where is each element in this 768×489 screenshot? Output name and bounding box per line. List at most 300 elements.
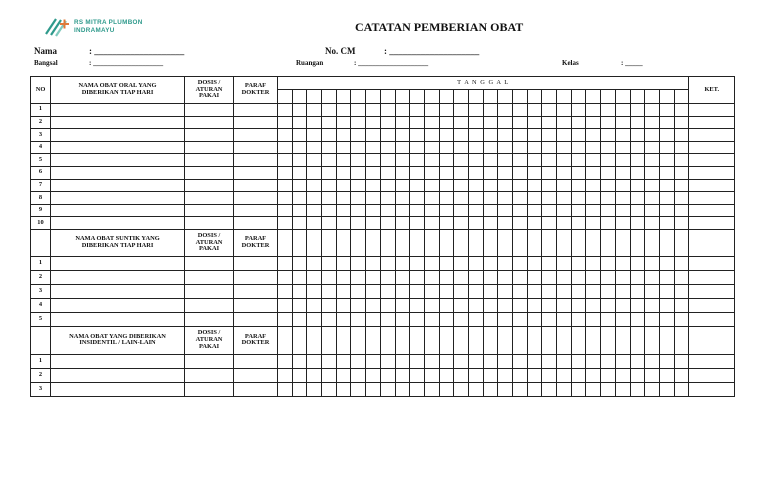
date-cell[interactable] xyxy=(615,298,630,312)
date-cell[interactable] xyxy=(513,104,528,117)
ket-cell[interactable] xyxy=(689,154,735,167)
date-cell[interactable] xyxy=(674,116,689,129)
date-cell[interactable] xyxy=(513,141,528,154)
date-cell[interactable] xyxy=(439,192,454,205)
date-cell[interactable] xyxy=(410,204,425,217)
date-cell[interactable] xyxy=(351,141,366,154)
date-cell[interactable] xyxy=(439,104,454,117)
date-cell[interactable] xyxy=(542,326,557,354)
date-cell[interactable] xyxy=(322,90,337,104)
date-cell[interactable] xyxy=(659,270,674,284)
ket-cell[interactable] xyxy=(689,104,735,117)
date-cell[interactable] xyxy=(292,166,307,179)
date-cell[interactable] xyxy=(645,326,660,354)
date-cell[interactable] xyxy=(278,256,293,270)
date-cell[interactable] xyxy=(278,116,293,129)
date-cell[interactable] xyxy=(601,326,616,354)
drug-name-cell[interactable] xyxy=(51,141,185,154)
date-cell[interactable] xyxy=(468,284,483,298)
ket-cell[interactable] xyxy=(689,204,735,217)
drug-name-cell[interactable] xyxy=(51,270,185,284)
date-cell[interactable] xyxy=(557,284,572,298)
date-cell[interactable] xyxy=(336,312,351,326)
date-cell[interactable] xyxy=(498,129,513,142)
date-cell[interactable] xyxy=(601,104,616,117)
date-cell[interactable] xyxy=(586,382,601,396)
date-cell[interactable] xyxy=(468,368,483,382)
paraf-cell[interactable] xyxy=(234,166,278,179)
date-cell[interactable] xyxy=(659,154,674,167)
date-cell[interactable] xyxy=(278,192,293,205)
date-cell[interactable] xyxy=(424,368,439,382)
date-cell[interactable] xyxy=(513,179,528,192)
date-cell[interactable] xyxy=(659,368,674,382)
date-cell[interactable] xyxy=(513,312,528,326)
date-cell[interactable] xyxy=(571,382,586,396)
date-cell[interactable] xyxy=(483,229,498,256)
date-cell[interactable] xyxy=(586,204,601,217)
date-cell[interactable] xyxy=(439,166,454,179)
date-cell[interactable] xyxy=(307,116,322,129)
date-cell[interactable] xyxy=(366,229,381,256)
date-cell[interactable] xyxy=(674,192,689,205)
date-cell[interactable] xyxy=(395,166,410,179)
drug-name-cell[interactable] xyxy=(51,368,185,382)
date-cell[interactable] xyxy=(586,217,601,230)
date-cell[interactable] xyxy=(571,270,586,284)
date-cell[interactable] xyxy=(336,129,351,142)
date-cell[interactable] xyxy=(542,154,557,167)
date-cell[interactable] xyxy=(513,166,528,179)
date-cell[interactable] xyxy=(307,229,322,256)
date-cell[interactable] xyxy=(527,256,542,270)
date-cell[interactable] xyxy=(586,192,601,205)
date-cell[interactable] xyxy=(527,116,542,129)
dosis-cell[interactable] xyxy=(185,129,234,142)
date-cell[interactable] xyxy=(601,116,616,129)
date-cell[interactable] xyxy=(439,179,454,192)
date-cell[interactable] xyxy=(395,229,410,256)
date-cell[interactable] xyxy=(454,229,469,256)
date-cell[interactable] xyxy=(586,154,601,167)
date-cell[interactable] xyxy=(424,141,439,154)
date-cell[interactable] xyxy=(498,368,513,382)
date-cell[interactable] xyxy=(292,326,307,354)
date-cell[interactable] xyxy=(424,179,439,192)
date-cell[interactable] xyxy=(292,256,307,270)
date-cell[interactable] xyxy=(410,179,425,192)
date-cell[interactable] xyxy=(645,192,660,205)
dosis-cell[interactable] xyxy=(185,154,234,167)
date-cell[interactable] xyxy=(615,312,630,326)
date-cell[interactable] xyxy=(307,166,322,179)
date-cell[interactable] xyxy=(292,104,307,117)
date-cell[interactable] xyxy=(322,326,337,354)
date-cell[interactable] xyxy=(468,256,483,270)
date-cell[interactable] xyxy=(307,354,322,368)
date-cell[interactable] xyxy=(659,382,674,396)
dosis-cell[interactable] xyxy=(185,382,234,396)
drug-name-cell[interactable] xyxy=(51,104,185,117)
date-cell[interactable] xyxy=(483,354,498,368)
date-cell[interactable] xyxy=(439,141,454,154)
date-cell[interactable] xyxy=(322,179,337,192)
dosis-cell[interactable] xyxy=(185,298,234,312)
date-cell[interactable] xyxy=(557,141,572,154)
date-cell[interactable] xyxy=(645,382,660,396)
date-cell[interactable] xyxy=(380,368,395,382)
date-cell[interactable] xyxy=(557,166,572,179)
date-cell[interactable] xyxy=(439,326,454,354)
date-cell[interactable] xyxy=(322,154,337,167)
date-cell[interactable] xyxy=(513,204,528,217)
drug-name-cell[interactable] xyxy=(51,382,185,396)
date-cell[interactable] xyxy=(571,204,586,217)
date-cell[interactable] xyxy=(439,256,454,270)
date-cell[interactable] xyxy=(322,104,337,117)
no-cm-field[interactable]: : ____________________ xyxy=(384,46,480,56)
date-cell[interactable] xyxy=(292,284,307,298)
date-cell[interactable] xyxy=(292,129,307,142)
date-cell[interactable] xyxy=(366,90,381,104)
drug-name-cell[interactable] xyxy=(51,354,185,368)
date-cell[interactable] xyxy=(674,129,689,142)
date-cell[interactable] xyxy=(571,298,586,312)
date-cell[interactable] xyxy=(366,256,381,270)
date-cell[interactable] xyxy=(468,382,483,396)
dosis-cell[interactable] xyxy=(185,312,234,326)
date-cell[interactable] xyxy=(498,382,513,396)
date-cell[interactable] xyxy=(557,229,572,256)
date-cell[interactable] xyxy=(307,129,322,142)
date-cell[interactable] xyxy=(630,116,645,129)
date-cell[interactable] xyxy=(498,90,513,104)
date-cell[interactable] xyxy=(571,368,586,382)
date-cell[interactable] xyxy=(366,312,381,326)
date-cell[interactable] xyxy=(351,354,366,368)
date-cell[interactable] xyxy=(498,192,513,205)
date-cell[interactable] xyxy=(278,354,293,368)
date-cell[interactable] xyxy=(454,270,469,284)
date-cell[interactable] xyxy=(366,154,381,167)
date-cell[interactable] xyxy=(278,270,293,284)
date-cell[interactable] xyxy=(527,166,542,179)
date-cell[interactable] xyxy=(674,270,689,284)
date-cell[interactable] xyxy=(557,192,572,205)
date-cell[interactable] xyxy=(410,256,425,270)
date-cell[interactable] xyxy=(336,368,351,382)
date-cell[interactable] xyxy=(395,179,410,192)
date-cell[interactable] xyxy=(630,354,645,368)
date-cell[interactable] xyxy=(527,326,542,354)
date-cell[interactable] xyxy=(498,217,513,230)
date-cell[interactable] xyxy=(542,141,557,154)
ket-cell[interactable] xyxy=(689,354,735,368)
date-cell[interactable] xyxy=(615,179,630,192)
date-cell[interactable] xyxy=(527,298,542,312)
date-cell[interactable] xyxy=(542,354,557,368)
date-cell[interactable] xyxy=(410,192,425,205)
date-cell[interactable] xyxy=(322,229,337,256)
date-cell[interactable] xyxy=(483,217,498,230)
date-cell[interactable] xyxy=(366,326,381,354)
date-cell[interactable] xyxy=(322,204,337,217)
date-cell[interactable] xyxy=(454,204,469,217)
date-cell[interactable] xyxy=(483,166,498,179)
date-cell[interactable] xyxy=(380,298,395,312)
date-cell[interactable] xyxy=(351,382,366,396)
date-cell[interactable] xyxy=(468,270,483,284)
paraf-cell[interactable] xyxy=(234,116,278,129)
date-cell[interactable] xyxy=(659,129,674,142)
date-cell[interactable] xyxy=(395,104,410,117)
date-cell[interactable] xyxy=(645,129,660,142)
date-cell[interactable] xyxy=(571,116,586,129)
date-cell[interactable] xyxy=(542,217,557,230)
date-cell[interactable] xyxy=(322,312,337,326)
date-cell[interactable] xyxy=(630,217,645,230)
date-cell[interactable] xyxy=(454,217,469,230)
date-cell[interactable] xyxy=(439,229,454,256)
date-cell[interactable] xyxy=(468,298,483,312)
date-cell[interactable] xyxy=(424,326,439,354)
date-cell[interactable] xyxy=(336,354,351,368)
date-cell[interactable] xyxy=(615,256,630,270)
date-cell[interactable] xyxy=(601,204,616,217)
date-cell[interactable] xyxy=(380,192,395,205)
date-cell[interactable] xyxy=(601,129,616,142)
date-cell[interactable] xyxy=(542,116,557,129)
date-cell[interactable] xyxy=(366,368,381,382)
date-cell[interactable] xyxy=(498,326,513,354)
date-cell[interactable] xyxy=(674,104,689,117)
date-cell[interactable] xyxy=(527,354,542,368)
date-cell[interactable] xyxy=(513,192,528,205)
date-cell[interactable] xyxy=(615,284,630,298)
date-cell[interactable] xyxy=(468,104,483,117)
date-cell[interactable] xyxy=(586,179,601,192)
date-cell[interactable] xyxy=(586,90,601,104)
ket-cell[interactable] xyxy=(689,326,735,354)
date-cell[interactable] xyxy=(278,298,293,312)
date-cell[interactable] xyxy=(557,104,572,117)
date-cell[interactable] xyxy=(586,166,601,179)
date-cell[interactable] xyxy=(395,284,410,298)
date-cell[interactable] xyxy=(380,116,395,129)
drug-name-cell[interactable] xyxy=(51,256,185,270)
date-cell[interactable] xyxy=(586,116,601,129)
date-cell[interactable] xyxy=(571,179,586,192)
date-cell[interactable] xyxy=(674,354,689,368)
date-cell[interactable] xyxy=(366,129,381,142)
date-cell[interactable] xyxy=(513,154,528,167)
date-cell[interactable] xyxy=(630,154,645,167)
date-cell[interactable] xyxy=(557,298,572,312)
date-cell[interactable] xyxy=(498,166,513,179)
date-cell[interactable] xyxy=(410,284,425,298)
ket-cell[interactable] xyxy=(689,382,735,396)
date-cell[interactable] xyxy=(336,204,351,217)
date-cell[interactable] xyxy=(454,141,469,154)
date-cell[interactable] xyxy=(292,90,307,104)
ket-cell[interactable] xyxy=(689,192,735,205)
date-cell[interactable] xyxy=(380,154,395,167)
ket-cell[interactable] xyxy=(689,166,735,179)
ket-cell[interactable] xyxy=(689,256,735,270)
date-cell[interactable] xyxy=(586,104,601,117)
date-cell[interactable] xyxy=(278,141,293,154)
date-cell[interactable] xyxy=(380,354,395,368)
date-cell[interactable] xyxy=(586,256,601,270)
date-cell[interactable] xyxy=(410,116,425,129)
date-cell[interactable] xyxy=(659,90,674,104)
date-cell[interactable] xyxy=(483,129,498,142)
date-cell[interactable] xyxy=(366,270,381,284)
date-cell[interactable] xyxy=(292,204,307,217)
ket-cell[interactable] xyxy=(689,217,735,230)
date-cell[interactable] xyxy=(542,368,557,382)
date-cell[interactable] xyxy=(410,229,425,256)
date-cell[interactable] xyxy=(674,179,689,192)
drug-name-cell[interactable] xyxy=(51,192,185,205)
date-cell[interactable] xyxy=(468,179,483,192)
date-cell[interactable] xyxy=(483,256,498,270)
nama-field[interactable]: : ____________________ xyxy=(89,46,185,56)
date-cell[interactable] xyxy=(322,354,337,368)
date-cell[interactable] xyxy=(557,154,572,167)
date-cell[interactable] xyxy=(674,256,689,270)
dosis-cell[interactable] xyxy=(185,217,234,230)
date-cell[interactable] xyxy=(513,298,528,312)
date-cell[interactable] xyxy=(336,229,351,256)
date-cell[interactable] xyxy=(615,90,630,104)
bangsal-field[interactable]: : ____________________ xyxy=(89,59,164,67)
date-cell[interactable] xyxy=(424,256,439,270)
dosis-cell[interactable] xyxy=(185,354,234,368)
date-cell[interactable] xyxy=(557,116,572,129)
date-cell[interactable] xyxy=(483,270,498,284)
date-cell[interactable] xyxy=(278,312,293,326)
drug-name-cell[interactable] xyxy=(51,154,185,167)
date-cell[interactable] xyxy=(571,192,586,205)
date-cell[interactable] xyxy=(601,141,616,154)
date-cell[interactable] xyxy=(571,104,586,117)
date-cell[interactable] xyxy=(542,270,557,284)
date-cell[interactable] xyxy=(292,298,307,312)
date-cell[interactable] xyxy=(498,141,513,154)
date-cell[interactable] xyxy=(659,166,674,179)
dosis-cell[interactable] xyxy=(185,192,234,205)
date-cell[interactable] xyxy=(513,382,528,396)
date-cell[interactable] xyxy=(322,284,337,298)
date-cell[interactable] xyxy=(424,270,439,284)
date-cell[interactable] xyxy=(498,354,513,368)
date-cell[interactable] xyxy=(483,179,498,192)
date-cell[interactable] xyxy=(351,154,366,167)
date-cell[interactable] xyxy=(454,104,469,117)
date-cell[interactable] xyxy=(439,204,454,217)
ket-cell[interactable] xyxy=(689,368,735,382)
date-cell[interactable] xyxy=(322,298,337,312)
date-cell[interactable] xyxy=(498,154,513,167)
date-cell[interactable] xyxy=(571,141,586,154)
date-cell[interactable] xyxy=(292,312,307,326)
drug-name-cell[interactable] xyxy=(51,166,185,179)
date-cell[interactable] xyxy=(424,229,439,256)
date-cell[interactable] xyxy=(571,312,586,326)
date-cell[interactable] xyxy=(292,116,307,129)
date-cell[interactable] xyxy=(630,129,645,142)
kelas-field[interactable]: : _____ xyxy=(621,59,643,67)
date-cell[interactable] xyxy=(395,256,410,270)
date-cell[interactable] xyxy=(645,116,660,129)
date-cell[interactable] xyxy=(601,354,616,368)
date-cell[interactable] xyxy=(498,312,513,326)
date-cell[interactable] xyxy=(483,312,498,326)
date-cell[interactable] xyxy=(439,116,454,129)
date-cell[interactable] xyxy=(630,104,645,117)
date-cell[interactable] xyxy=(659,298,674,312)
date-cell[interactable] xyxy=(468,90,483,104)
date-cell[interactable] xyxy=(366,298,381,312)
date-cell[interactable] xyxy=(410,217,425,230)
date-cell[interactable] xyxy=(630,368,645,382)
date-cell[interactable] xyxy=(601,166,616,179)
date-cell[interactable] xyxy=(542,229,557,256)
date-cell[interactable] xyxy=(307,204,322,217)
date-cell[interactable] xyxy=(601,270,616,284)
date-cell[interactable] xyxy=(630,166,645,179)
date-cell[interactable] xyxy=(468,129,483,142)
dosis-cell[interactable] xyxy=(185,256,234,270)
date-cell[interactable] xyxy=(454,154,469,167)
date-cell[interactable] xyxy=(351,192,366,205)
date-cell[interactable] xyxy=(659,192,674,205)
date-cell[interactable] xyxy=(366,284,381,298)
date-cell[interactable] xyxy=(615,382,630,396)
paraf-cell[interactable] xyxy=(234,354,278,368)
date-cell[interactable] xyxy=(424,298,439,312)
date-cell[interactable] xyxy=(439,90,454,104)
date-cell[interactable] xyxy=(527,204,542,217)
dosis-cell[interactable] xyxy=(185,116,234,129)
date-cell[interactable] xyxy=(483,298,498,312)
date-cell[interactable] xyxy=(380,256,395,270)
date-cell[interactable] xyxy=(336,270,351,284)
date-cell[interactable] xyxy=(645,179,660,192)
date-cell[interactable] xyxy=(322,129,337,142)
date-cell[interactable] xyxy=(513,116,528,129)
date-cell[interactable] xyxy=(645,270,660,284)
date-cell[interactable] xyxy=(307,298,322,312)
paraf-cell[interactable] xyxy=(234,129,278,142)
date-cell[interactable] xyxy=(659,229,674,256)
date-cell[interactable] xyxy=(542,192,557,205)
date-cell[interactable] xyxy=(454,192,469,205)
date-cell[interactable] xyxy=(483,116,498,129)
date-cell[interactable] xyxy=(615,204,630,217)
ket-cell[interactable] xyxy=(689,298,735,312)
date-cell[interactable] xyxy=(278,129,293,142)
dosis-cell[interactable] xyxy=(185,166,234,179)
date-cell[interactable] xyxy=(630,90,645,104)
date-cell[interactable] xyxy=(557,90,572,104)
date-cell[interactable] xyxy=(454,179,469,192)
date-cell[interactable] xyxy=(645,204,660,217)
date-cell[interactable] xyxy=(542,179,557,192)
date-cell[interactable] xyxy=(659,326,674,354)
date-cell[interactable] xyxy=(557,256,572,270)
